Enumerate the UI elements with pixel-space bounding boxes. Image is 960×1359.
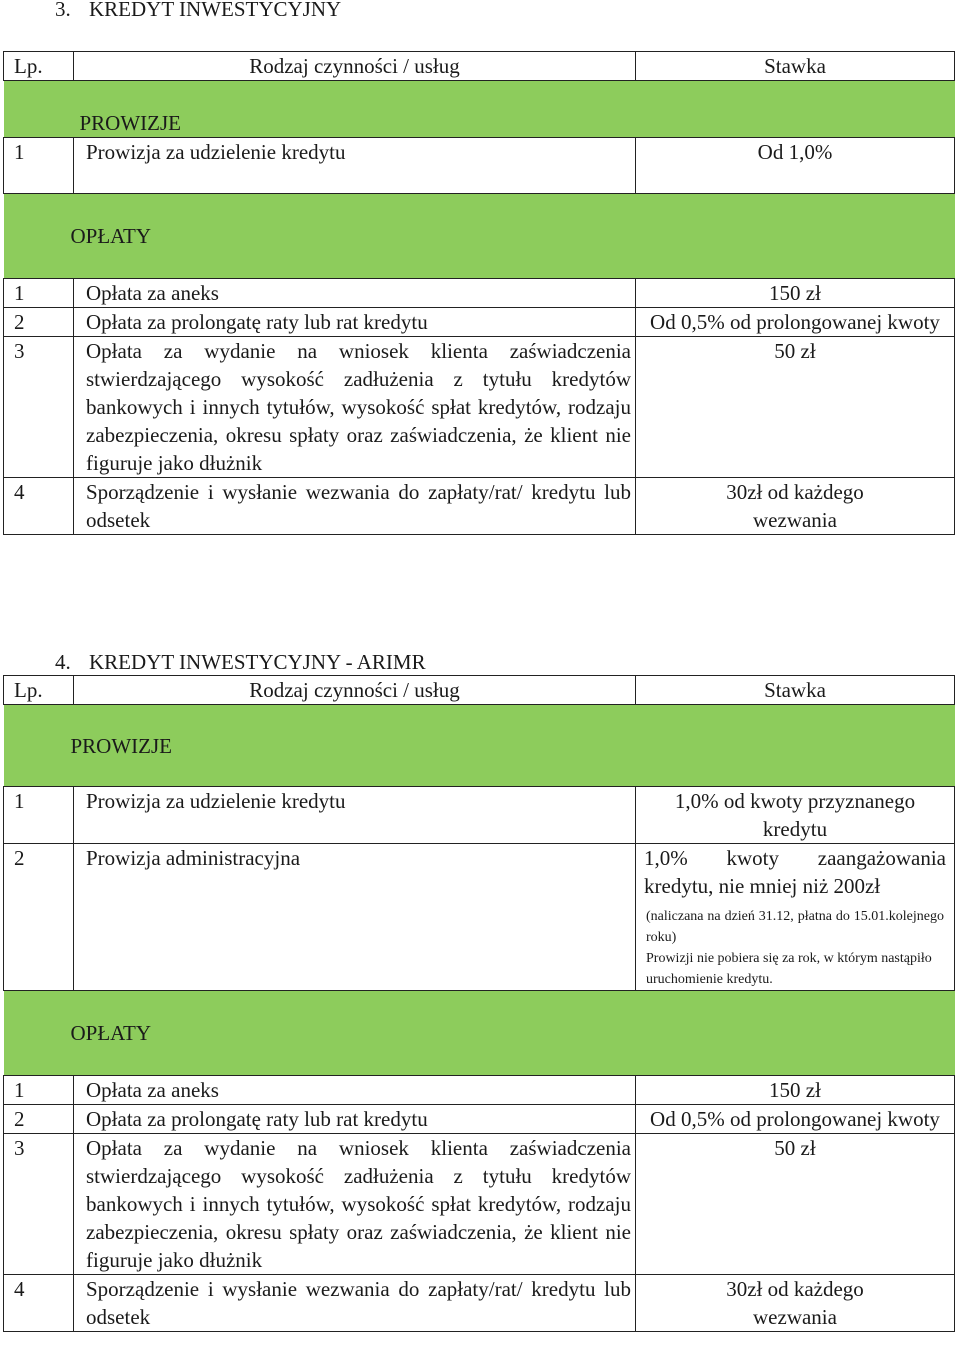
row-rate: Od 1,0% bbox=[636, 138, 955, 194]
table-row bbox=[4, 1275, 955, 1332]
column-header-rate: Stawka bbox=[636, 52, 955, 81]
row-description: Opłata za prolongatę raty lub rat kredytu bbox=[74, 308, 636, 337]
table-row bbox=[4, 138, 955, 194]
column-header-desc: Rodzaj czynności / usług bbox=[74, 676, 636, 705]
table-row bbox=[4, 1105, 955, 1134]
group-label: OPŁATY bbox=[70, 1021, 152, 1045]
row-description: Prowizja za udzielenie kredytu bbox=[74, 787, 636, 844]
section-3-heading: 3. KREDYT INWESTYCYJNY bbox=[55, 0, 342, 21]
row-number: 2 bbox=[4, 308, 74, 337]
row-number: 4 bbox=[4, 478, 74, 535]
row-rate: 30zł od każdego wezwania bbox=[636, 478, 955, 535]
row-rate: 150 zł bbox=[636, 279, 955, 308]
table-row bbox=[4, 1076, 955, 1105]
table-row bbox=[4, 279, 955, 308]
group-row-prowizje bbox=[4, 81, 955, 138]
row-number: 4 bbox=[4, 1275, 74, 1332]
row-number: 1 bbox=[4, 279, 74, 308]
row-description: Opłata za aneks bbox=[74, 279, 636, 308]
group-label: PROWIZJE bbox=[70, 734, 172, 758]
table-row bbox=[4, 308, 955, 337]
row-rate: 1,0% od kwoty przyznanego kredytu bbox=[636, 787, 955, 844]
row-rate: Od 0,5% od prolongowanej kwoty bbox=[636, 308, 955, 337]
row-description: Opłata za wydanie na wniosek klienta zaświadczenia stwierdzającego wysokość zadłużenia z tytułu kredytów bankowych i innych tytułów, wysokość spłat kredytów, rodzaju zabezpieczenia, okresu spłaty oraz zaświadczenia, że klient nie figuruje jako dłużnik bbox=[74, 337, 636, 478]
rate-main: 1,0% kwoty zaangażowania kredytu, nie mniej niż 200zł bbox=[644, 846, 946, 898]
group-row-oplaty bbox=[4, 194, 955, 279]
row-rate: 50 zł bbox=[636, 337, 955, 478]
column-header-lp: Lp. bbox=[4, 676, 74, 705]
row-description: Opłata za wydanie na wniosek klienta zaświadczenia stwierdzającego wysokość zadłużenia z tytułu kredytów bankowych i innych tytułów, wysokość spłat kredytów, rodzaju zabezpieczenia, okresu spłaty oraz zaświadczenia, że klient nie figuruje jako dłużnik bbox=[74, 1134, 636, 1275]
row-number: 3 bbox=[4, 1134, 74, 1275]
section-4-heading: 4. KREDYT INWESTYCYJNY - ARIMR bbox=[55, 650, 426, 674]
group-label: PROWIZJE bbox=[79, 111, 181, 135]
rate-note: Prowizji nie pobiera się za rok, w którym nastąpiło uruchomienie kredytu. bbox=[646, 951, 932, 987]
row-rate: 30zł od każdego wezwania bbox=[636, 1275, 955, 1332]
table-row bbox=[4, 787, 955, 844]
row-description: Opłata za prolongatę raty lub rat kredytu bbox=[74, 1105, 636, 1134]
row-number: 2 bbox=[4, 844, 74, 991]
row-rate: 150 zł bbox=[636, 1076, 955, 1105]
row-description: Sporządzenie i wysłanie wezwania do zapłaty/rat/ kredytu lub odsetek bbox=[74, 478, 636, 535]
row-number: 2 bbox=[4, 1105, 74, 1134]
row-number: 3 bbox=[4, 337, 74, 478]
row-description: Prowizja za udzielenie kredytu bbox=[74, 138, 636, 194]
table-row bbox=[4, 337, 955, 478]
row-description: Sporządzenie i wysłanie wezwania do zapłaty/rat/ kredytu lub odsetek bbox=[74, 1275, 636, 1332]
row-rate bbox=[636, 844, 955, 991]
row-number: 1 bbox=[4, 138, 74, 194]
group-label: OPŁATY bbox=[70, 224, 152, 248]
table-row bbox=[4, 478, 955, 535]
table-row bbox=[4, 1134, 955, 1275]
row-description: Opłata za aneks bbox=[74, 1076, 636, 1105]
fee-table-kredyt-inwestycyjny-arimr bbox=[3, 675, 955, 1332]
column-header-desc: Rodzaj czynności / usług bbox=[74, 52, 636, 81]
row-number: 1 bbox=[4, 787, 74, 844]
group-row-oplaty bbox=[4, 991, 955, 1076]
table-header-row bbox=[4, 52, 955, 81]
rate-note: (naliczana na dzień 31.12, płatna do 15.01.kolejnego roku) bbox=[646, 909, 944, 945]
row-rate: Od 0,5% od prolongowanej kwoty bbox=[636, 1105, 955, 1134]
table-row bbox=[4, 844, 955, 991]
row-description: Prowizja administracyjna bbox=[74, 844, 636, 991]
row-number: 1 bbox=[4, 1076, 74, 1105]
group-row-prowizje bbox=[4, 705, 955, 787]
fee-table-kredyt-inwestycyjny bbox=[3, 51, 955, 535]
table-header-row bbox=[4, 676, 955, 705]
column-header-lp: Lp. bbox=[4, 52, 74, 81]
column-header-rate: Stawka bbox=[636, 676, 955, 705]
row-rate: 50 zł bbox=[636, 1134, 955, 1275]
